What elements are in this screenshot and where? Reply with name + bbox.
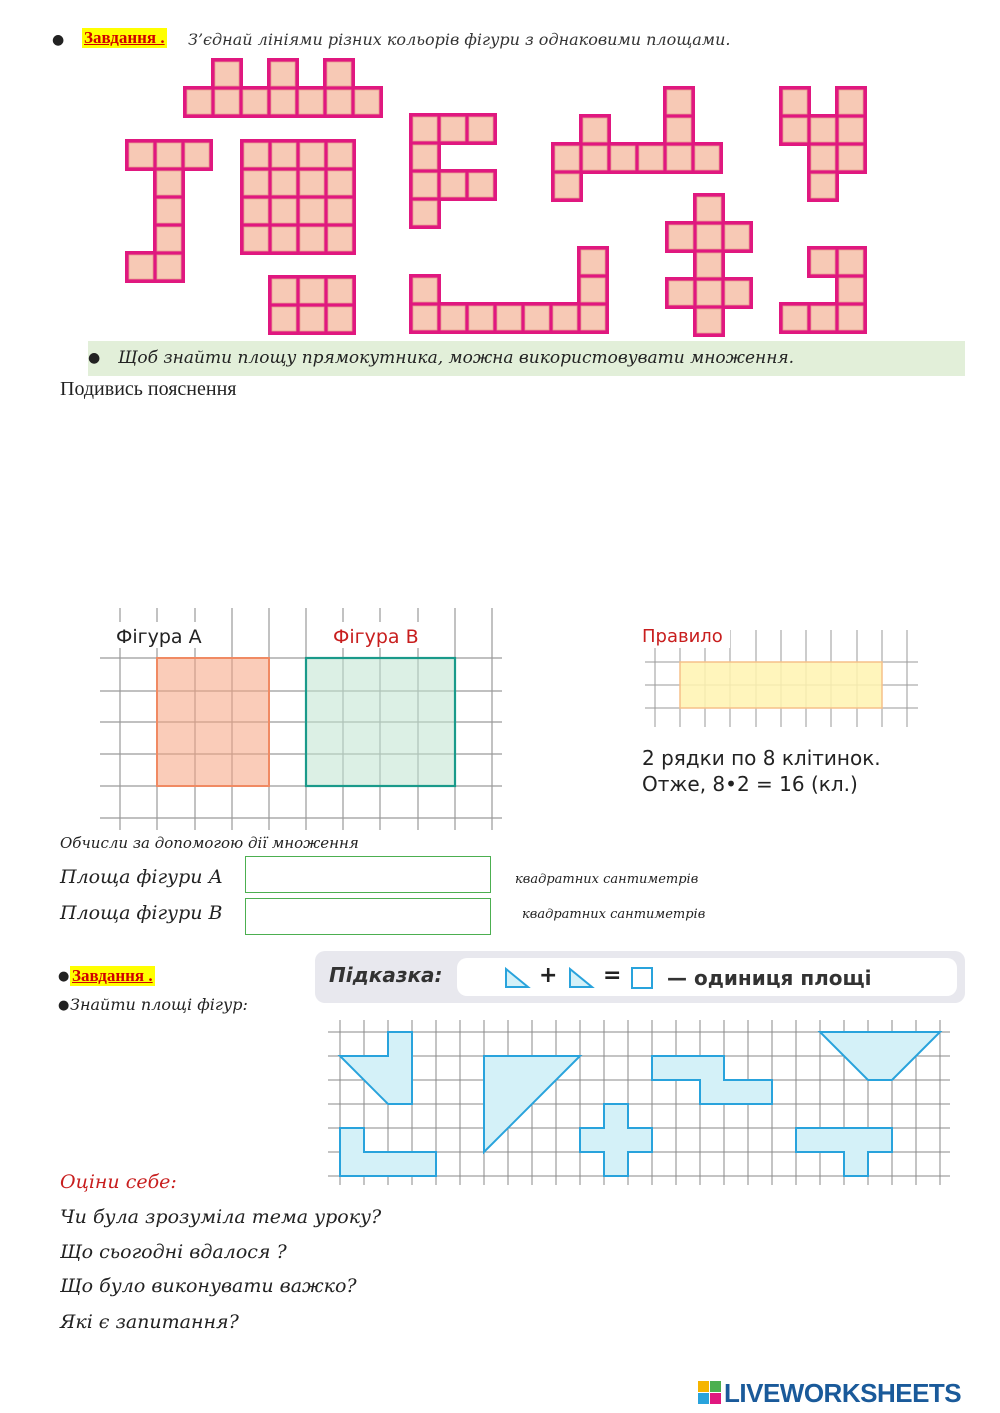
area-a-input[interactable]	[245, 856, 491, 893]
compute-heading: Обчисли за допомогою дії множення	[60, 834, 359, 852]
polyomino-cell-inner	[157, 143, 181, 167]
polyomino-cell-inner	[413, 201, 437, 225]
polyomino-cell-inner	[839, 278, 863, 302]
polyomino-1	[185, 60, 381, 116]
polyomino-cell-inner	[839, 306, 863, 330]
area-a-label: Площа фігури А	[60, 866, 223, 888]
polyomino-cell-inner	[299, 90, 323, 114]
polyomino-cell-inner	[129, 255, 153, 279]
polyomino-cell-inner	[811, 250, 835, 274]
polyomino-cell-inner	[839, 90, 863, 114]
polyomino-cell-inner	[555, 146, 579, 170]
figure-a-label: Фігура А	[116, 626, 202, 648]
polyomino-cell-inner	[839, 250, 863, 274]
polyomino-cell-inner	[272, 143, 296, 167]
figure-b-rect	[306, 658, 455, 786]
polyomino-cell-inner	[783, 306, 807, 330]
polyomino-cell-inner	[469, 173, 493, 197]
polyomino-4	[270, 277, 354, 333]
polyomino-cell-inner	[300, 171, 324, 195]
polyomino-cell-inner	[185, 143, 209, 167]
polyomino-cell-inner	[639, 146, 663, 170]
polyomino-cell-inner	[300, 199, 324, 223]
shape-5	[652, 1056, 772, 1104]
polyomino-6	[411, 248, 607, 332]
task2-header	[58, 966, 308, 1026]
polyomino-cell-inner	[300, 307, 324, 331]
self-question-2: Що сьогодні вдалося ?	[60, 1241, 287, 1263]
polyomino-cell-inner	[725, 281, 749, 305]
lws-logo-text: LIVEWORKSHEETS	[724, 1378, 962, 1408]
self-question-3: Що було виконувати важко?	[60, 1275, 357, 1297]
polyomino-cell-inner	[244, 199, 268, 223]
polyomino-cell-inner	[581, 250, 605, 274]
task1-instruction: З’єднай лініями різних кольорів фігури з однаковими площами.	[188, 30, 731, 49]
polyomino-cell-inner	[327, 62, 351, 86]
polyomino-cell-inner	[583, 146, 607, 170]
task1-label: Завдання .	[84, 28, 165, 47]
polyomino-cell-inner	[811, 174, 835, 198]
area-a-unit: квадратних сантиметрів	[515, 872, 699, 887]
polyomino-cell-inner	[328, 307, 352, 331]
polyomino-5	[411, 115, 495, 227]
polyomino-cell-inner	[697, 281, 721, 305]
hint-formula-text: — одиниця площі	[667, 966, 872, 990]
polyomino-cell-inner	[328, 171, 352, 195]
area-b-input[interactable]	[245, 898, 491, 935]
polyomino-cell-inner	[413, 117, 437, 141]
task2-instruction: Знайти площі фігур:	[70, 995, 248, 1014]
task2-shapes-grid	[328, 1020, 958, 1190]
polyomino-cell-inner	[271, 90, 295, 114]
hint-bar	[315, 951, 965, 1003]
polyomino-cell-inner	[783, 118, 807, 142]
figures-ab-grid	[100, 608, 505, 833]
hint-title: Підказка:	[329, 963, 443, 987]
polyomino-cell-inner	[669, 281, 693, 305]
polyomino-cell-inner	[355, 90, 379, 114]
polyomino-cell-inner	[695, 146, 719, 170]
polyomino-cell-inner	[697, 253, 721, 277]
polyomino-cell-inner	[272, 307, 296, 331]
polyomino-cell-inner	[581, 278, 605, 302]
polyomino-cell-inner	[697, 197, 721, 221]
polyomino-cell-inner	[697, 309, 721, 333]
polyomino-cell-inner	[839, 118, 863, 142]
polyomino-cell-inner	[669, 225, 693, 249]
polyomino-cell-inner	[328, 199, 352, 223]
polyomino-cell-inner	[300, 227, 324, 251]
bullet: ●	[88, 350, 101, 366]
polyomino-cell-inner	[215, 62, 239, 86]
polyomino-cell-inner	[611, 146, 635, 170]
polyomino-cell-inner	[157, 227, 181, 251]
polyomino-cell-inner	[243, 90, 267, 114]
polyomino-cell-inner	[581, 306, 605, 330]
polyomino-cell-inner	[469, 306, 493, 330]
polyomino-cell-inner	[469, 117, 493, 141]
polyomino-cell-inner	[328, 279, 352, 303]
equals-sign: =	[603, 963, 622, 988]
polyomino-cell-inner	[725, 225, 749, 249]
polyomino-cell-inner	[583, 118, 607, 142]
polyomino-cell-inner	[667, 118, 691, 142]
polyomino-cell-inner	[441, 173, 465, 197]
figure-b-label: Фігура В	[333, 626, 419, 648]
polyomino-cell-inner	[667, 90, 691, 114]
self-question-4: Які є запитання?	[60, 1311, 239, 1333]
half-square-icon	[503, 966, 531, 990]
shape-1	[340, 1032, 412, 1104]
polyomino-9	[781, 88, 865, 200]
explanation-link[interactable]: Подивись пояснення	[60, 378, 237, 400]
polyomino-cell-inner	[328, 143, 352, 167]
polyomino-cell-inner	[244, 227, 268, 251]
rule-rect	[680, 662, 882, 708]
polyomino-cell-inner	[413, 173, 437, 197]
polyomino-cell-inner	[300, 143, 324, 167]
polyomino-cell-inner	[272, 171, 296, 195]
polyomino-cell-inner	[272, 199, 296, 223]
polyomino-cell-inner	[783, 90, 807, 114]
polyomino-cell-inner	[555, 174, 579, 198]
polyomino-cell-inner	[413, 145, 437, 169]
polyomino-cell-inner	[441, 117, 465, 141]
bullet: ●	[58, 969, 70, 984]
area-figures	[0, 55, 1000, 340]
rule-note-banner	[88, 341, 965, 376]
rule-grid	[640, 622, 925, 802]
polyomino-cell-inner	[441, 306, 465, 330]
polyomino-cell-inner	[327, 90, 351, 114]
polyomino-cell-inner	[157, 199, 181, 223]
plus-sign: +	[539, 963, 558, 988]
polyomino-cell-inner	[157, 171, 181, 195]
rule-line2: Отже, 8•2 = 16 (кл.)	[642, 772, 858, 796]
polyomino-cell-inner	[667, 146, 691, 170]
polyomino-cell-inner	[157, 255, 181, 279]
shape-7	[796, 1128, 892, 1176]
bullet: ●	[58, 998, 70, 1013]
shape-4	[580, 1104, 652, 1176]
polyomino-cell-inner	[811, 146, 835, 170]
hint-formula	[457, 958, 957, 996]
polyomino-cell-inner	[129, 143, 153, 167]
polyomino-cell-inner	[697, 225, 721, 249]
bullet: ●	[52, 32, 65, 48]
polyomino-cell-inner	[244, 171, 268, 195]
polyomino-cell-inner	[215, 90, 239, 114]
polyomino-cell-inner	[244, 143, 268, 167]
polyomino-cell-inner	[839, 146, 863, 170]
polyomino-8	[667, 195, 751, 335]
polyomino-cell-inner	[553, 306, 577, 330]
area-b-unit: квадратних сантиметрів	[522, 907, 706, 922]
polyomino-cell-inner	[187, 90, 211, 114]
unit-square-icon	[630, 966, 656, 990]
polyomino-cell-inner	[811, 306, 835, 330]
task2-label: Завдання .	[72, 966, 153, 985]
liveworksheets-logo[interactable]	[698, 1378, 998, 1408]
polyomino-2	[127, 141, 211, 281]
polyomino-cell-inner	[525, 306, 549, 330]
rule-note: Щоб знайти площу прямокутника, можна використовувати множення.	[118, 348, 795, 368]
figure-a-rect	[157, 658, 269, 786]
area-b-label: Площа фігури В	[60, 902, 223, 924]
polyomino-cell-inner	[811, 118, 835, 142]
polyomino-cell-inner	[328, 227, 352, 251]
polyomino-3	[242, 141, 354, 253]
lws-logo-icon	[698, 1381, 722, 1405]
polyomino-cell-inner	[272, 279, 296, 303]
polyomino-cell-inner	[497, 306, 521, 330]
rule-line1: 2 рядки по 8 клітинок.	[642, 746, 881, 770]
polyomino-cell-inner	[300, 279, 324, 303]
polyomino-10	[781, 248, 865, 332]
polyomino-cell-inner	[271, 62, 295, 86]
polyomino-cell-inner	[272, 227, 296, 251]
task1-header	[52, 28, 952, 56]
polyomino-7	[553, 88, 721, 200]
self-assessment-title: Оціни себе:	[60, 1171, 177, 1193]
self-question-1: Чи була зрозуміла тема уроку?	[60, 1206, 382, 1228]
half-square-icon	[567, 966, 595, 990]
polyomino-cell-inner	[413, 306, 437, 330]
rule-title: Правило	[642, 626, 723, 647]
polyomino-cell-inner	[413, 278, 437, 302]
